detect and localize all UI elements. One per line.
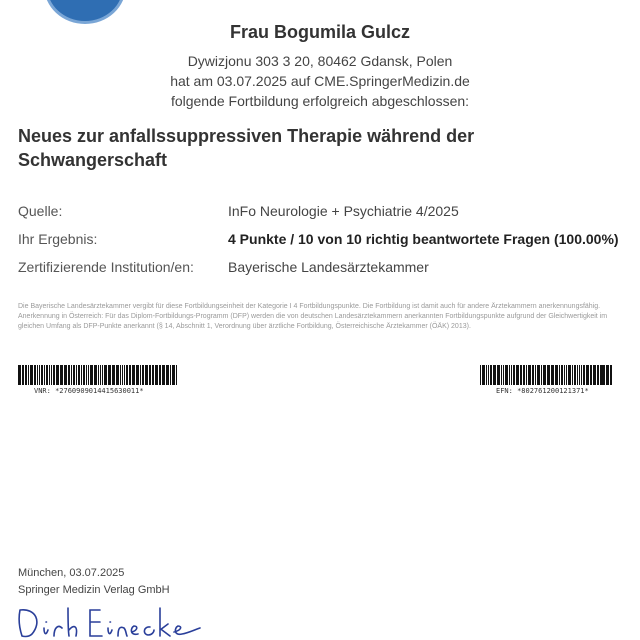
detail-value: 4 Punkte / 10 von 10 richtig beantwortete Fragen (100.00%) (228, 231, 619, 247)
barcode-bar (528, 365, 531, 385)
barcode-bar (503, 365, 504, 385)
barcode-bar (49, 365, 50, 385)
barcode-bar (532, 365, 534, 385)
barcode-bar (501, 365, 502, 385)
barcode-bar (116, 365, 119, 385)
barcode-bar (145, 365, 148, 385)
barcode-bar (149, 365, 151, 385)
barcode-bar (142, 365, 144, 385)
barcode-bar (122, 365, 123, 385)
barcode-bar (22, 365, 24, 385)
efn-label: EFN: *802761200121371* (496, 387, 589, 395)
course-title: Neues zur anfallssuppressiven Therapie während der Schwangerschaft (18, 126, 475, 170)
barcode-bar (129, 365, 131, 385)
detail-value: Bayerische Landesärztekammer (228, 259, 429, 275)
barcode-bar (155, 365, 158, 385)
barcode-bar (100, 365, 101, 385)
barcode-bar (551, 365, 554, 385)
recipient-name: Frau Bogumila Gulcz (229, 22, 411, 42)
barcode-bar (60, 365, 63, 385)
barcode-bar (56, 365, 59, 385)
barcode-bar (37, 365, 38, 385)
publisher-name: Springer Medizin Verlag GmbH (18, 584, 170, 596)
vnr-label: VNR: *2760909014415630011* (34, 387, 144, 395)
barcode-bar (505, 365, 508, 385)
barcode-bar (46, 365, 48, 385)
barcode-bar (68, 365, 70, 385)
barcode-bar (497, 365, 500, 385)
barcode-bar (493, 365, 496, 385)
detail-label: Ihr Ergebnis: (18, 231, 98, 247)
barcode-bar (547, 365, 550, 385)
barcode-bar (488, 365, 489, 385)
barcode-bar (606, 365, 609, 385)
barcode-bar (490, 365, 492, 385)
barcode-bar (583, 365, 585, 385)
detail-label: Quelle: (18, 203, 63, 219)
barcode-bar (482, 365, 485, 385)
barcode-bar (593, 365, 596, 385)
barcode-bar (543, 365, 546, 385)
barcode-bar (541, 365, 542, 385)
barcode-bar (34, 365, 36, 385)
barcode-bar (86, 365, 87, 385)
accreditation-fineprint: Die Bayerische Landesärztekammer vergibt für diese Fortbildungseinheit der Kategorie I 4 Fortbildungspunkte. Die Fortbildung ist damit auch für andere Ärztekammern anerkennungsfähig. Anerkennung in Österreich: Für das Diplom-Fortbildungs-Programm (DFP) werden die von deutschen Landesärztekammern anerkannten Fortbildungspunkte aufgrund der Gleichwertigkeit im gleichen Umfang als DFP-Punkte anerkannt (§ 14, Abschnitt 1, Verordnung über ärztliche Fortbildung, Österreichische Ärztekammer (ÖÄK) 2013). (18, 303, 608, 330)
place-date: München, 03.07.2025 (18, 567, 125, 579)
barcode-bar (76, 365, 77, 385)
barcode-bar (566, 365, 567, 385)
barcode-bar (526, 365, 527, 385)
barcode-bar (132, 365, 135, 385)
barcode-bar (574, 365, 576, 385)
certificate-title-clipped-icon (150, 0, 510, 4)
barcode-bar (120, 365, 121, 385)
barcode-bar (88, 365, 89, 385)
barcode-bar (559, 365, 560, 385)
barcode-bar (555, 365, 558, 385)
vnr-barcode (18, 365, 178, 385)
barcode-bar (537, 365, 540, 385)
barcode-bar (124, 365, 125, 385)
barcode-bar (28, 365, 29, 385)
barcode-bar (166, 365, 169, 385)
barcode-bar (162, 365, 165, 385)
barcode-bar (53, 365, 55, 385)
cme-logo-icon (44, 0, 126, 24)
barcode-bar (104, 365, 107, 385)
barcode-bar (568, 365, 571, 385)
barcode-bar (535, 365, 536, 385)
barcode-bar (81, 365, 82, 385)
barcode-bar (172, 365, 175, 385)
barcode-bar (44, 365, 45, 385)
barcode-bar (176, 365, 177, 385)
detail-label: Zertifizierende Institution/en: (18, 259, 194, 275)
barcode-bar (159, 365, 161, 385)
barcode-bar (51, 365, 52, 385)
barcode-bar (25, 365, 27, 385)
barcode-bar (572, 365, 573, 385)
efn-barcode (480, 365, 614, 385)
barcode-bar (486, 365, 487, 385)
barcode-bar (561, 365, 563, 385)
barcode-bar (509, 365, 510, 385)
barcode-bar (564, 365, 565, 385)
barcode-bar (18, 365, 21, 385)
barcode-bar (136, 365, 139, 385)
barcode-bar (90, 365, 93, 385)
barcode-bar (64, 365, 67, 385)
barcode-bar (610, 365, 612, 385)
barcode-bar (73, 365, 75, 385)
barcode-bar (590, 365, 592, 385)
barcode-bar (126, 365, 128, 385)
barcode-bar (94, 365, 97, 385)
barcode-bar (602, 365, 605, 385)
barcode-bar (581, 365, 582, 385)
barcode-bar (170, 365, 171, 385)
barcode-bar (102, 365, 103, 385)
barcode-bar (597, 365, 599, 385)
barcode-bar (41, 365, 43, 385)
barcode-bar (83, 365, 85, 385)
barcode-bar (140, 365, 141, 385)
detail-value: InFo Neurologie + Psychiatrie 4/2025 (228, 203, 459, 219)
recipient-address: Dywizjonu 303 3 20, 80462 Gdansk, Polen (187, 53, 453, 69)
barcode-bar (516, 365, 519, 385)
signature-icon (14, 600, 204, 640)
barcode-bar (577, 365, 578, 385)
barcode-bar (480, 365, 481, 385)
barcode-bar (523, 365, 525, 385)
barcode-bar (579, 365, 580, 385)
barcode-bar (511, 365, 512, 385)
barcode-bar (600, 365, 602, 385)
barcode-bar (39, 365, 40, 385)
certificate-title-fragment (150, 0, 510, 4)
barcode-bar (108, 365, 111, 385)
barcode-bar (586, 365, 589, 385)
barcode-bar (152, 365, 154, 385)
barcode-bar (98, 365, 99, 385)
barcode-bar (520, 365, 522, 385)
completion-line: hat am 03.07.2025 auf CME.SpringerMedizin.de (170, 73, 470, 89)
barcode-bar (513, 365, 515, 385)
barcode-bar (71, 365, 72, 385)
barcode-bar (112, 365, 115, 385)
barcode-bar (30, 365, 33, 385)
barcode-bar (78, 365, 80, 385)
completion-suffix: folgende Fortbildung erfolgreich abgeschlossen: (170, 93, 470, 109)
